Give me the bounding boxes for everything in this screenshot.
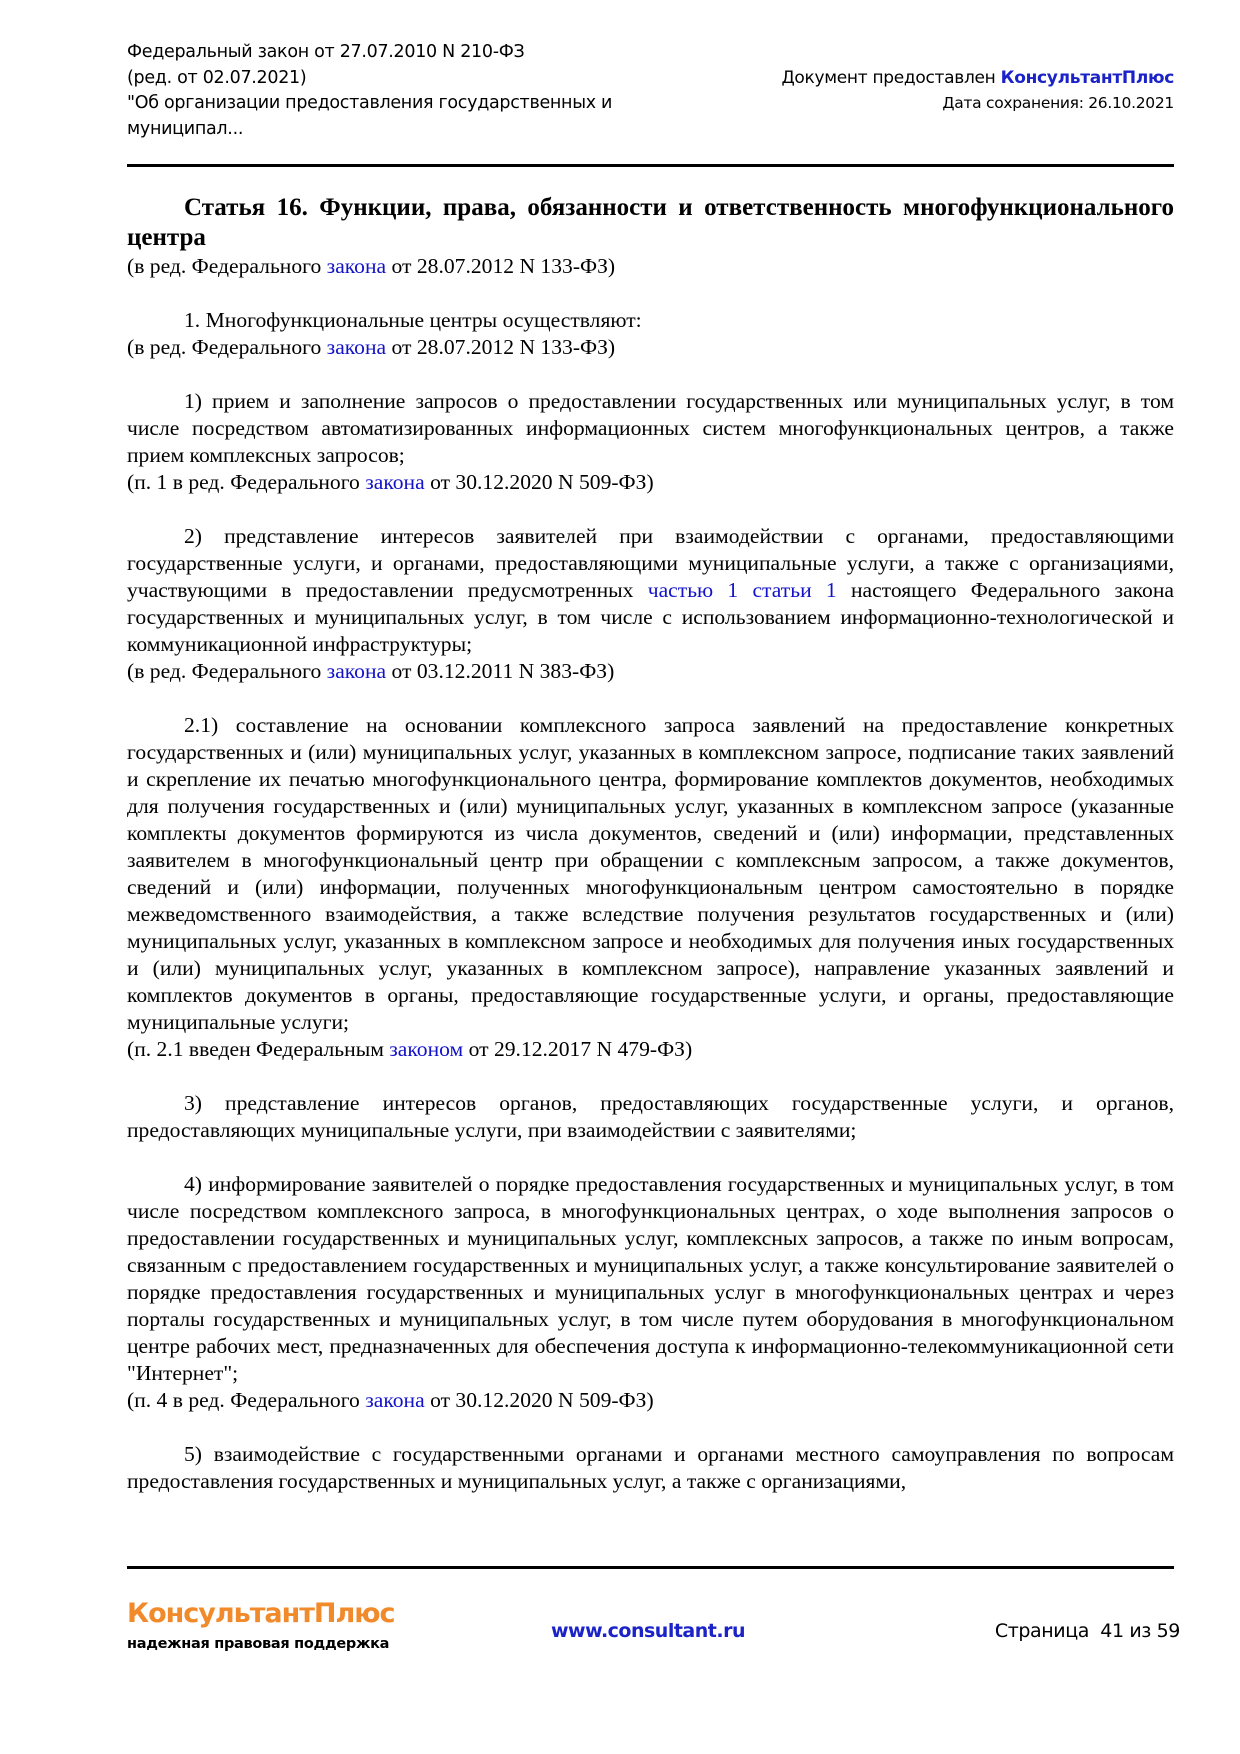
article-paragraph [127, 523, 1174, 658]
amendment-note [127, 469, 1174, 496]
article-body [127, 193, 1174, 1495]
provider-brand: КонсультантПлюс [1000, 68, 1174, 88]
paragraph-spacer [127, 1063, 1174, 1090]
header-line: Федеральный закон от 27.07.2010 N 210-ФЗ [127, 42, 525, 62]
paragraph-text: настоящего Федерального закона государственных и муниципальных услуг, в том числе с использованием информационно-технологической и коммуникационной инфраструктуры; [127, 578, 1174, 656]
amendment-note [127, 658, 1174, 685]
law-reference-link[interactable]: закона [326, 335, 387, 359]
paragraph-text: (п. 4 в ред. Федерального [127, 1388, 366, 1412]
paragraph-text: от 30.12.2020 N 509-ФЗ) [424, 1388, 654, 1412]
paragraph-text: 1) прием и заполнение запросов о предоставлении государственных или муниципальных услуг, в том числе посредством автоматизированных информационных систем многофункциональных центров, а также прием комплексных запросов; [127, 389, 1174, 467]
paragraph-spacer [127, 496, 1174, 523]
paragraph-text: 1. Многофункциональные центры осуществляют: [184, 308, 642, 332]
paragraph-text: от 28.07.2012 N 133-ФЗ) [386, 335, 616, 359]
paragraph-text: от 30.12.2020 N 509-ФЗ) [424, 470, 654, 494]
paragraph-text: 4) информирование заявителей о порядке предоставления государственных и муниципальных услуг, в том числе посредством комплексного запроса, в многофункциональных центрах, о ходе выполнения запросов о предоставлении государственных и муниципальных услуг, комплексных запросов, а также по иным вопросам, связанным с предоставлением государственных и муниципальных услуг, а также консультирование заявителей о порядке предоставления государственных и муниципальных услуг в многофункциональных центрах и через порталы государственных и муниципальных услуг, в том числе путем оборудования в многофункциональном центре рабочих мест, предназначенных для обеспечения доступа к информационно-телекоммуникационной сети "Интернет"; [127, 1172, 1174, 1385]
article-paragraph [127, 307, 1174, 334]
article-paragraph [127, 1441, 1174, 1495]
header-line: (ред. от 02.07.2021) [127, 67, 307, 88]
document-provider-info [781, 66, 1174, 116]
amendment-note [127, 1036, 1174, 1063]
paragraph-text: (в ред. Федерального [127, 659, 327, 683]
paragraph-text: 2) представление интересов заявителей при взаимодействии с органами, предоставляющими государственные услуги, и органами, предоставляющими муниципальные услуги, а также с организациями, участвующими в предоставлении предусмотренных [127, 524, 1174, 602]
save-date: Дата сохранения: 26.10.2021 [942, 94, 1174, 112]
paragraph-text: 5) взаимодействие с государственными органами и органами местного самоуправления по вопросам предоставления государственных и муниципальных услуг, а также с организациями, [127, 1442, 1174, 1493]
paragraph-spacer [127, 361, 1174, 388]
website-link[interactable]: www.consultant.ru [551, 1620, 745, 1642]
header-line: "Об организации предоставления государственных и [127, 93, 613, 113]
paragraph-text: (в ред. Федерального [127, 254, 327, 278]
amendment-note [127, 253, 1174, 280]
paragraph-text: (в ред. Федерального [127, 335, 327, 359]
consultant-logo [127, 1598, 395, 1654]
paragraph-text: (п. 2.1 введен Федеральным [127, 1037, 390, 1061]
amendment-note [127, 1387, 1174, 1414]
law-reference-link[interactable]: закона [365, 1388, 425, 1412]
paragraph-text: от 03.12.2011 N 383-ФЗ) [386, 659, 615, 683]
paragraph-text: 2.1) составление на основании комплексного запроса заявлений на предоставление конкретных государственных и (или) муниципальных услуг, указанных в комплексном запросе, подписание таких заявлений и скрепление их печатью многофункционального центра, формирование комплектов документов, необходимых для получения государственных и (или) муниципальных услуг, указанных в комплексном запросе (указанные комплекты документов формируются из числа документов, сведений и (или) информации, представленных заявителем в многофункциональный центр при обращении с комплексным запросом, а также документов, сведений и (или) информации, полученных многофункциональным центром самостоятельно в порядке межведомственного взаимодействия, а также вследствие получения результатов государственных и (или) муниципальных услуг, указанных в комплексном запросе и необходимых для получения иных государственных и (или) муниципальных услуг, указанных в комплексном запросе), направление указанных заявлений и комплектов документов в органы, предоставляющие государственные услуги, и органы, предоставляющие муниципальные услуги; [127, 713, 1174, 1034]
logo-name: КонсультантПлюс [127, 1598, 395, 1629]
article-title: Статья 16. Функции, права, обязанности и ответственность многофункционального центра [127, 194, 1174, 251]
paragraph-spacer [127, 1144, 1174, 1171]
paragraph-text: от 29.12.2017 N 479-ФЗ) [463, 1037, 693, 1061]
paragraph-text: от 28.07.2012 N 133-ФЗ) [386, 254, 616, 278]
law-reference-link[interactable]: закона [326, 254, 387, 278]
law-reference-link[interactable]: закона [326, 659, 387, 683]
law-reference-link[interactable]: частью 1 статьи 1 [647, 578, 837, 602]
page-number: Страница 41 из 59 [994, 1620, 1180, 1642]
paragraph-spacer [127, 685, 1174, 712]
law-reference-link[interactable]: закона [365, 470, 425, 494]
logo-tagline: надежная правовая поддержка [127, 1636, 390, 1652]
article-paragraph [127, 1090, 1174, 1144]
header-line: муниципал... [127, 118, 244, 139]
provided-by-label: Документ предоставлен [781, 68, 996, 88]
header-divider [127, 164, 1174, 167]
paragraph-text: 3) представление интересов органов, предоставляющих государственные услуги, и органов, предоставляющих муниципальные услуги, при взаимодействии с заявителями; [127, 1091, 1174, 1142]
law-reference-link[interactable]: законом [389, 1037, 464, 1061]
article-paragraph [127, 712, 1174, 1036]
amendment-note [127, 334, 1174, 361]
article-paragraph [127, 1171, 1174, 1387]
article-paragraph [127, 388, 1174, 469]
paragraph-spacer [127, 280, 1174, 307]
footer-divider [127, 1566, 1174, 1569]
document-header-title [127, 40, 687, 142]
paragraph-spacer [127, 1414, 1174, 1441]
paragraph-text: (п. 1 в ред. Федерального [127, 470, 366, 494]
